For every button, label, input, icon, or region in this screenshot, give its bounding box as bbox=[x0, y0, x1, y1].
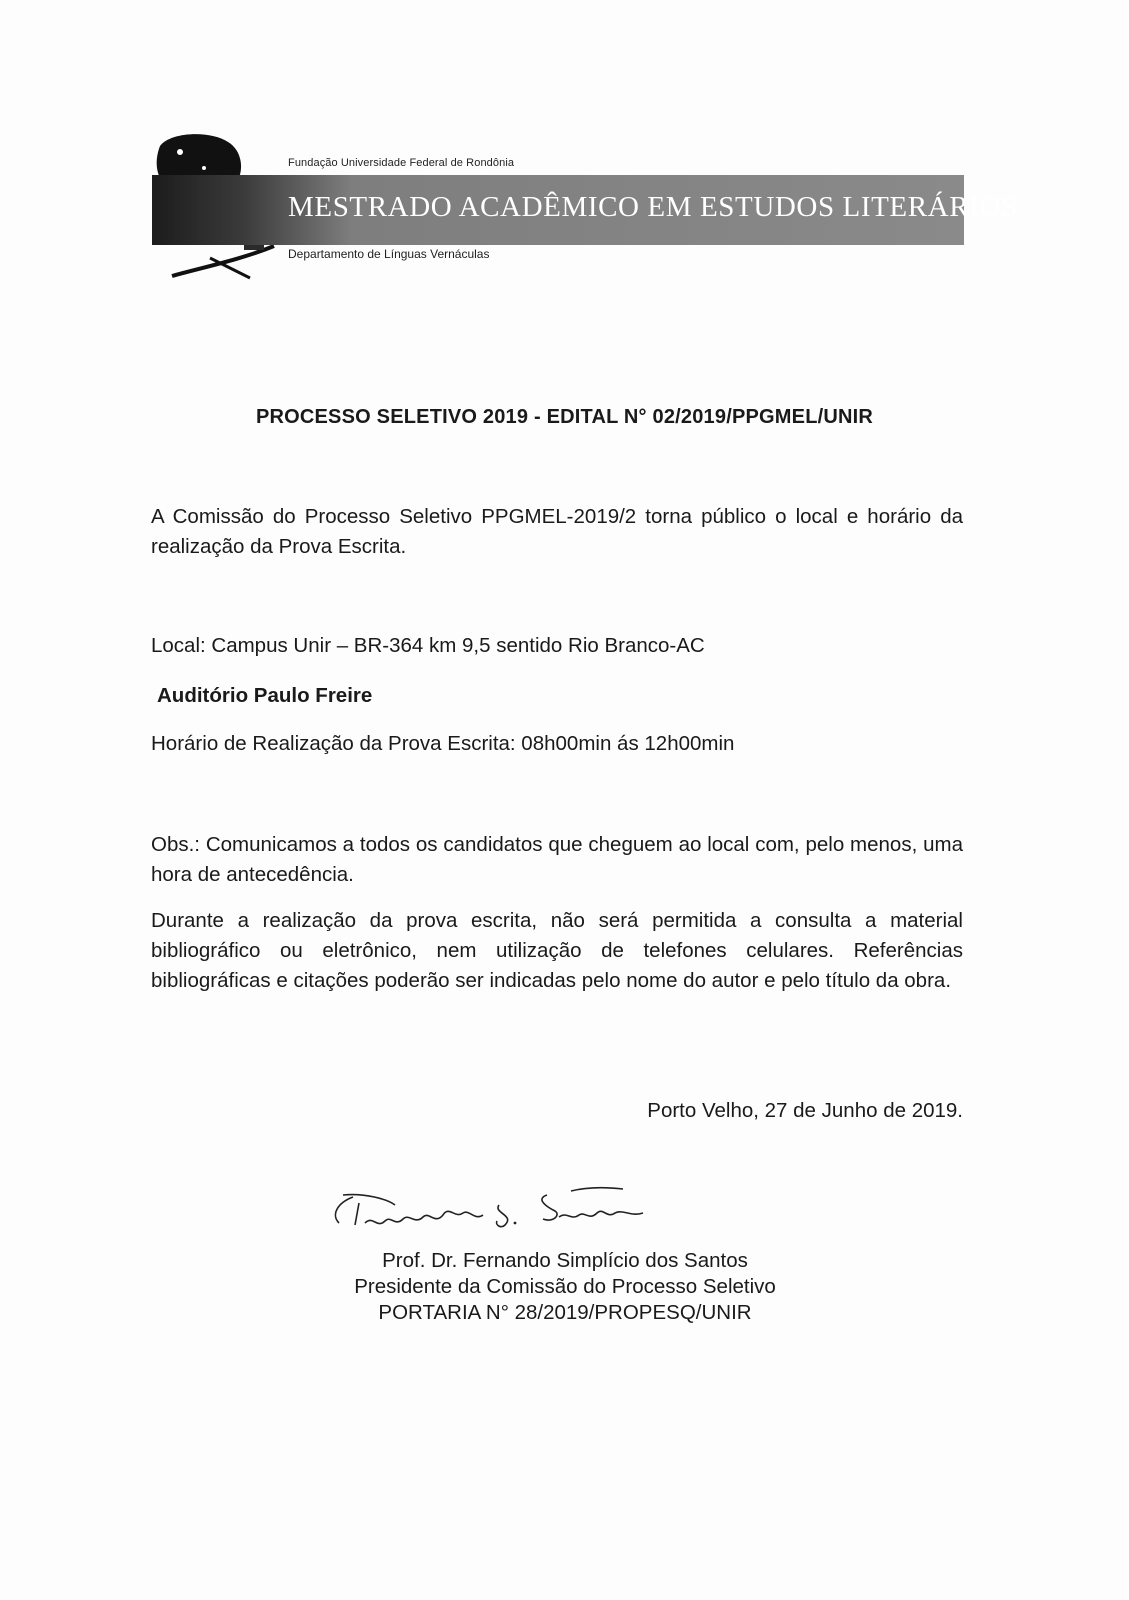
institution-name: Fundação Universidade Federal de Rondônia bbox=[288, 157, 515, 169]
document-title: PROCESSO SELETIVO 2019 - EDITAL N° 02/2019/PPGMEL/UNIR bbox=[255, 406, 874, 428]
signatory-ordinance: PORTARIA N° 28/2019/PROPESQ/UNIR bbox=[378, 1301, 752, 1324]
exam-venue: Auditório Paulo Freire bbox=[157, 684, 373, 707]
signatory-name: Prof. Dr. Fernando Simplício dos Santos bbox=[382, 1249, 748, 1272]
observation-paragraph: Obs.: Comunicamos a todos os candidatos que cheguem ao local com, pelo menos, uma hora de antecedência. bbox=[151, 833, 963, 886]
department-name: Departamento de Línguas Vernáculas bbox=[288, 247, 490, 261]
intro-paragraph: A Comissão do Processo Seletivo PPGMEL-2019/2 torna público o local e horário da realização da Prova Escrita. bbox=[151, 505, 963, 558]
exam-location: Local: Campus Unir – BR-364 km 9,5 sentido Rio Branco-AC bbox=[151, 634, 705, 657]
signatory-block bbox=[300, 1248, 830, 1326]
rules-paragraph: Durante a realização da prova escrita, não será permitida a consulta a material bibliográfico ou eletrônico, nem utilização de telefones celulares. Referências bibliográficas e citações poderão ser indicadas pelo nome do autor e pelo título da obra. bbox=[151, 909, 963, 992]
signatory-role: Presidente da Comissão do Processo Seletivo bbox=[354, 1275, 776, 1298]
program-title: MESTRADO ACADÊMICO EM ESTUDOS LITERÁRIOS bbox=[288, 191, 1018, 223]
exam-schedule: Horário de Realização da Prova Escrita: 08h00min ás 12h00min bbox=[151, 732, 735, 755]
place-date: Porto Velho, 27 de Junho de 2019. bbox=[647, 1099, 963, 1122]
